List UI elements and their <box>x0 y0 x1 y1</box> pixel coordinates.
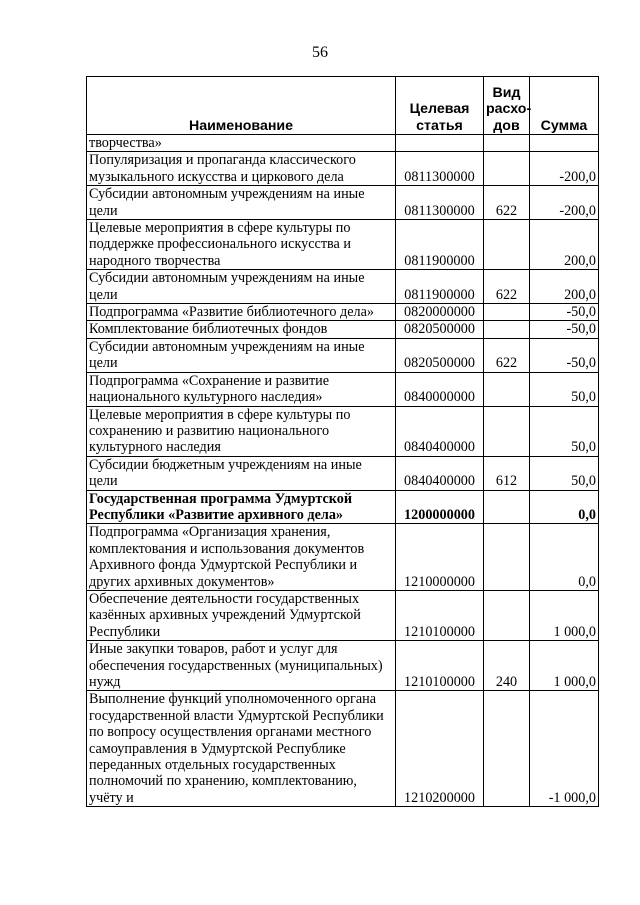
table-row <box>87 152 599 186</box>
cell-kind <box>484 372 530 406</box>
cell-target: 1210200000 <box>396 691 484 807</box>
cell-kind <box>484 590 530 640</box>
table-row <box>87 338 599 372</box>
header-sum: Сумма <box>530 77 599 135</box>
cell-sum: 0,0 <box>530 524 599 591</box>
cell-kind: 622 <box>484 186 530 220</box>
cell-kind <box>484 406 530 456</box>
header-target: Целевая статья <box>396 77 484 135</box>
table-row <box>87 641 599 691</box>
table-row <box>87 372 599 406</box>
cell-kind: 612 <box>484 456 530 490</box>
cell-kind: 622 <box>484 338 530 372</box>
cell-name: Субсидии автономным учреждениям на иные цели <box>87 338 396 372</box>
cell-name: Популяризация и пропаганда классического музыкального искусства и циркового дела <box>87 152 396 186</box>
cell-name: Подпрограмма «Сохранение и развитие национального культурного наследия» <box>87 372 396 406</box>
cell-name: Субсидии бюджетным учреждениям на иные цели <box>87 456 396 490</box>
header-name: Наименование <box>87 77 396 135</box>
cell-target: 1200000000 <box>396 490 484 524</box>
header-kind: Вид расхо-дов <box>484 77 530 135</box>
cell-target: 0811900000 <box>396 220 484 270</box>
cell-kind <box>484 304 530 321</box>
cell-target: 0820000000 <box>396 304 484 321</box>
cell-target: 1210000000 <box>396 524 484 591</box>
cell-sum: 1 000,0 <box>530 641 599 691</box>
table-row <box>87 490 599 524</box>
table-row <box>87 321 599 338</box>
cell-kind: 622 <box>484 270 530 304</box>
budget-table <box>86 76 599 807</box>
table-header-row <box>87 77 599 135</box>
cell-kind <box>484 220 530 270</box>
cell-sum: 200,0 <box>530 270 599 304</box>
cell-name: Подпрограмма «Организация хранения, комплектования и использования документов Архивного фонда Удмуртской Республики и других архивных документов» <box>87 524 396 591</box>
cell-name: Выполнение функций уполномоченного органа государственной власти Удмуртской Республики по вопросу осуществления органами местного самоуправления в Удмуртской Республике переданных отдельных государственных полномочий по хранению, комплектованию, учёту и <box>87 691 396 807</box>
table-row <box>87 691 599 807</box>
cell-sum: 50,0 <box>530 406 599 456</box>
cell-target: 0840000000 <box>396 372 484 406</box>
table-row <box>87 590 599 640</box>
table-row <box>87 406 599 456</box>
cell-sum: 0,0 <box>530 490 599 524</box>
cell-name: Государственная программа Удмуртской Республики «Развитие архивного дела» <box>87 490 396 524</box>
cell-target: 0811300000 <box>396 152 484 186</box>
table-row <box>87 135 599 152</box>
page-number: 56 <box>312 44 328 61</box>
cell-kind <box>484 490 530 524</box>
cell-name: Иные закупки товаров, работ и услуг для обеспечения государственных (муниципальных) нужд <box>87 641 396 691</box>
cell-name: Обеспечение деятельности государственных казённых архивных учреждений Удмуртской Республики <box>87 590 396 640</box>
cell-sum: -200,0 <box>530 186 599 220</box>
cell-name: Комплектование библиотечных фондов <box>87 321 396 338</box>
cell-sum: 200,0 <box>530 220 599 270</box>
table-row <box>87 220 599 270</box>
cell-target: 0820500000 <box>396 338 484 372</box>
cell-sum: 1 000,0 <box>530 590 599 640</box>
cell-sum: 50,0 <box>530 456 599 490</box>
cell-name: Целевые мероприятия в сфере культуры по сохранению и развитию национального культурного наследия <box>87 406 396 456</box>
cell-kind <box>484 691 530 807</box>
table-row <box>87 524 599 591</box>
cell-sum: -50,0 <box>530 304 599 321</box>
cell-kind <box>484 135 530 152</box>
cell-name: Целевые мероприятия в сфере культуры по поддержке профессионального искусства и народного творчества <box>87 220 396 270</box>
cell-name: Субсидии автономным учреждениям на иные цели <box>87 270 396 304</box>
cell-target: 0820500000 <box>396 321 484 338</box>
table-row <box>87 186 599 220</box>
cell-target: 0811900000 <box>396 270 484 304</box>
table-body <box>87 135 599 807</box>
cell-target: 0840400000 <box>396 406 484 456</box>
cell-target: 0840400000 <box>396 456 484 490</box>
table-row <box>87 304 599 321</box>
cell-kind: 240 <box>484 641 530 691</box>
cell-kind <box>484 152 530 186</box>
table-row <box>87 456 599 490</box>
cell-sum: 50,0 <box>530 372 599 406</box>
cell-kind <box>484 321 530 338</box>
cell-name: Подпрограмма «Развитие библиотечного дела» <box>87 304 396 321</box>
cell-name: Субсидии автономным учреждениям на иные цели <box>87 186 396 220</box>
cell-sum: -50,0 <box>530 321 599 338</box>
cell-target: 1210100000 <box>396 590 484 640</box>
cell-kind <box>484 524 530 591</box>
cell-name: творчества» <box>87 135 396 152</box>
cell-sum <box>530 135 599 152</box>
cell-sum: -1 000,0 <box>530 691 599 807</box>
cell-target: 1210100000 <box>396 641 484 691</box>
cell-target: 0811300000 <box>396 186 484 220</box>
cell-sum: -50,0 <box>530 338 599 372</box>
cell-sum: -200,0 <box>530 152 599 186</box>
table-row <box>87 270 599 304</box>
cell-target <box>396 135 484 152</box>
